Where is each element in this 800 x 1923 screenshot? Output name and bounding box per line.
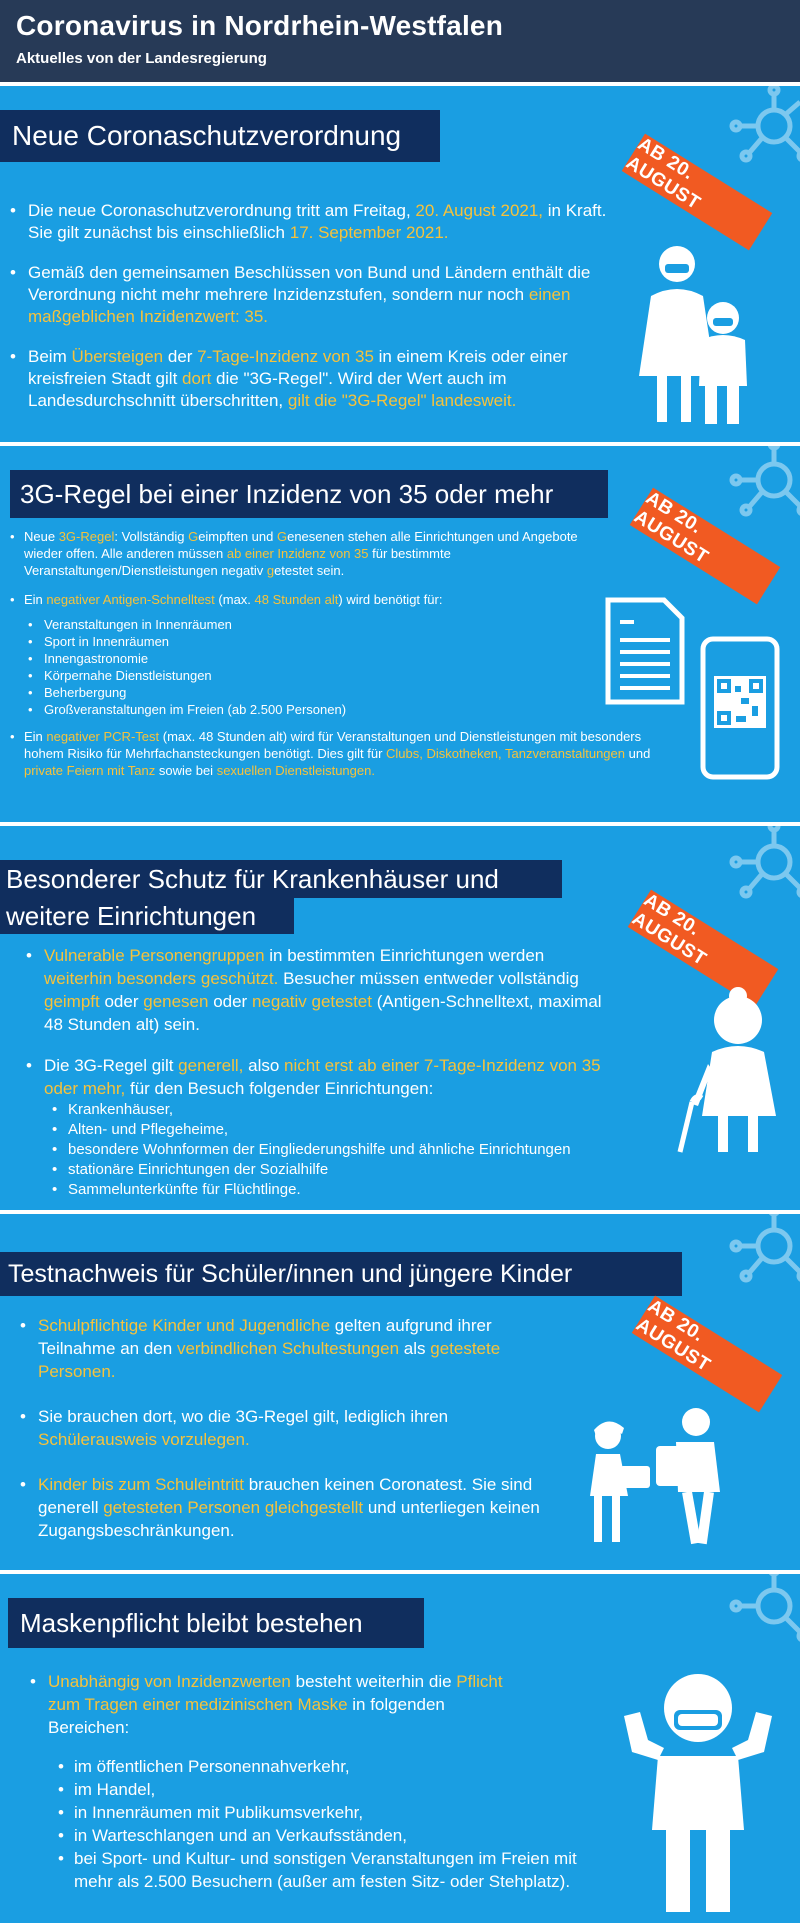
sub-list [54, 1755, 614, 1893]
date-badge-text: AB 20. AUGUST [622, 133, 704, 215]
sub-list [24, 616, 660, 718]
bullet-item: • Ein negativer Antigen-Schnelltest (max. 48 Stunden alt) wird benötigt für: • Veranstaltungen in Innenräumen • Sport in Innenräumen • Innengastronomie • Körpernahe Dienstleistungen • Beherbergung • Großveranstaltungen im Freien (ab 2.500 Personen) [10, 591, 660, 718]
section-title-text: Testnachweis für Schüler/innen und jüngere Kinder [8, 1259, 573, 1288]
virus-icon [704, 86, 800, 182]
section-title [0, 110, 440, 162]
sub-item: • Veranstaltungen in Innenräumen [24, 616, 660, 633]
section-besonderer-schutz [0, 826, 800, 1210]
section-title [0, 860, 562, 898]
sub-item: • in Innenräumen mit Publikumsverkehr, [54, 1801, 614, 1824]
sub-item: • Beherbergung [24, 684, 660, 701]
page-title: Coronavirus in Nordrhein-Westfalen [16, 10, 504, 41]
sub-item: • bei Sport- und Kultur- und sonstigen Veranstaltungen im Freien mit mehr als 2.500 Besuchern (außer am festen Sitz- oder Stehplatz). [54, 1847, 594, 1893]
virus-icon [704, 1574, 800, 1662]
section-title-line1: Besonderer Schutz für Krankenhäuser und [6, 863, 499, 894]
bullet-item: • Die 3G-Regel gilt generell, also nicht erst ab einer 7-Tage-Inzidenz von 35 oder mehr, für den Besuch folgender Einrichtungen: • Krankenhäuser, • Alten- und Pflegeheime, • besondere Wohnformen der Eingliederungshilfe und ähnliche Einrichtungen • stationäre Einrichtungen der Sozialhilfe • Sammelunterkünfte für Flüchtlinge. [26, 1054, 666, 1200]
sub-list [48, 1100, 666, 1200]
family-icon [635, 226, 755, 426]
sub-item: • stationäre Einrichtungen der Sozialhilfe [48, 1160, 666, 1180]
bullet-item: • Sie brauchen dort, wo die 3G-Regel gilt, lediglich ihren Schülerausweis vorzulegen. [20, 1405, 560, 1451]
sub-item: • besondere Wohnformen der Eingliederungshilfe und ähnliche Einrichtungen [48, 1140, 666, 1160]
bullet-item: • Kinder bis zum Schuleintritt brauchen keinen Coronatest. Sie sind generell getesteten Personen gleichgestellt und unterliegen keinen Zugangsbeschränkungen. [20, 1473, 560, 1542]
document-icon [604, 596, 686, 706]
section-title [0, 898, 294, 934]
sub-item: • im Handel, [54, 1778, 614, 1801]
smartphone-qr-icon [700, 636, 780, 780]
schoolchildren-icon [572, 1400, 742, 1550]
bullet-list [10, 528, 660, 779]
sub-item: • Körpernahe Dienstleistungen [24, 667, 660, 684]
bullet-list [10, 200, 615, 412]
page-subtitle: Aktuelles von der Landesregierung [16, 50, 267, 67]
bullet-item: • Ein negativer PCR-Test (max. 48 Stunden alt) wird für Veranstaltungen und Dienstleistungen mit besonders hohem Risiko für Mehrfachansteckungen benötigt. Dies gilt für Clubs, Diskotheken, Tanzveranstaltungen und private Feiern mit Tanz sowie bei sexuellen Dienstleistungen. [10, 728, 660, 779]
elderly-person-icon [672, 986, 782, 1156]
bullet-list [20, 1314, 580, 1542]
date-badge [632, 1296, 783, 1413]
section-coronaschutzverordnung [0, 86, 800, 442]
date-badge-text: AB 20. AUGUST [628, 889, 710, 971]
bullet-item: • Schulpflichtige Kinder und Jugendliche gelten aufgrund ihrer Teilnahme an den verbindlichen Schultestungen als getestete Personen. [20, 1314, 560, 1383]
bullet-item: • Gemäß den gemeinsamen Beschlüssen von Bund und Ländern enthält die Verordnung nicht mehr mehrere Inzidenzstufen, sondern nur noch einen maßgeblichen Inzidenzwert: 35. [10, 262, 615, 328]
sub-item: • Krankenhäuser, [48, 1100, 666, 1120]
bullet-item: • Beim Übersteigen der 7-Tage-Inzidenz von 35 in einem Kreis oder einer kreisfreien Stadt gilt dort die "3G-Regel". Wird der Wert auch im Landesdurchschnitt überschritten, gilt die "3G-Regel" landesweit. [10, 346, 615, 412]
section-title-text: 3G-Regel bei einer Inzidenz von 35 oder mehr [20, 478, 554, 509]
section-3g-regel [0, 446, 800, 822]
sub-item: • in Warteschlangen und an Verkaufsständen, [54, 1824, 614, 1847]
bullet-item: • Unabhängig von Inzidenzwerten besteht weiterhin die Pflicht zum Tragen einer medizinischen Maske in folgenden Bereichen: • im öffentlichen Personennahverkehr, • im Handel, • in Innenräumen mit Publikumsverkehr, • in Warteschlangen und an Verkaufsständen, • bei Sport- und Kultur- und sonstigen Veranstaltungen im Freien mit mehr als 2.500 Besuchern (außer am festen Sitz- oder Stehplatz). [30, 1670, 530, 1893]
section-title-text: Maskenpflicht bleibt bestehen [20, 1607, 363, 1638]
date-badge-text: AB 20. AUGUST [632, 1295, 714, 1377]
page-header [0, 0, 800, 82]
virus-icon [704, 826, 800, 918]
sub-item: • Alten- und Pflegeheime, [48, 1120, 666, 1140]
section-title [0, 1252, 682, 1296]
bullet-item: • Neue 3G-Regel: Vollständig Geimpften und Genesenen stehen alle Einrichtungen und Angebote wieder offen. Alle anderen müssen ab einer Inzidenz von 35 für bestimmte Veranstaltungen/Dienstleistungen negativ getestet sein. [10, 528, 610, 579]
bullet-list [26, 944, 666, 1200]
section-title [10, 470, 608, 518]
virus-icon [704, 1214, 800, 1302]
section-maskenpflicht [0, 1574, 800, 1923]
sub-item: • Großveranstaltungen im Freien (ab 2.500 Personen) [24, 701, 660, 718]
section-title [8, 1598, 424, 1648]
date-badge-text: AB 20. AUGUST [630, 487, 712, 569]
section-title-line2: weitere Einrichtungen [6, 900, 257, 931]
bullet-item: • Die neue Coronaschutzverordnung tritt am Freitag, 20. August 2021, in Kraft. Sie gilt zunächst bis einschließlich 17. September 2021. [10, 200, 615, 244]
sub-item: • im öffentlichen Personennahverkehr, [54, 1755, 614, 1778]
section-testnachweis [0, 1214, 800, 1570]
sub-item: • Sammelunterkünfte für Flüchtlinge. [48, 1180, 666, 1200]
section-title-text: Neue Coronaschutzverordnung [12, 120, 402, 151]
virus-icon [704, 446, 800, 536]
sub-item: • Innengastronomie [24, 650, 660, 667]
person-with-mask-icon [618, 1660, 778, 1915]
bullet-item: • Vulnerable Personengruppen in bestimmten Einrichtungen werden weiterhin besonders geschützt. Besucher müssen entweder vollständig geimpft oder genesen oder negativ getestet (Antigen-Schnelltext, maximal 48 Stunden alt) sein. [26, 944, 616, 1036]
sub-item: • Sport in Innenräumen [24, 633, 660, 650]
bullet-list [30, 1670, 630, 1893]
